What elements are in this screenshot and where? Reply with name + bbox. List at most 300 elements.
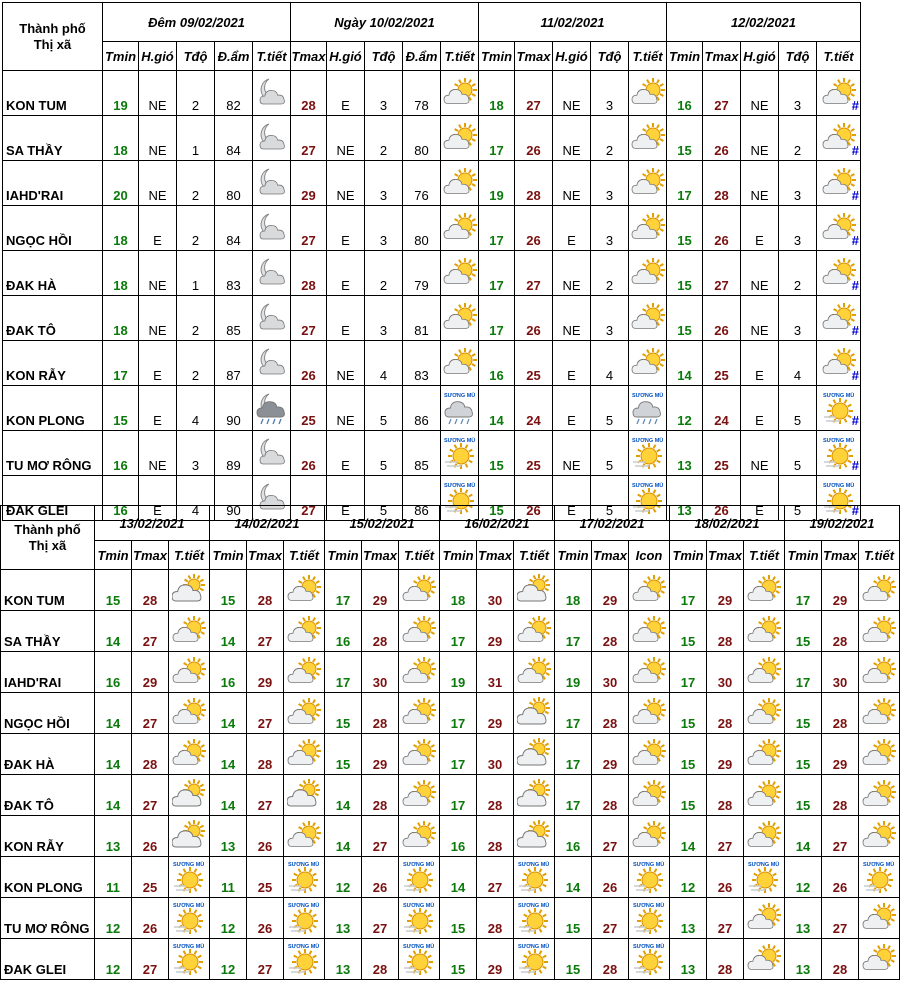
column-header: Tmin — [670, 541, 707, 570]
tmax-value: 28 — [247, 734, 284, 775]
night-cloud-icon — [253, 341, 291, 386]
data-cell: NE — [327, 116, 365, 161]
day-header: 11/02/2021 — [479, 3, 667, 42]
sun-cloud-icon — [744, 693, 785, 734]
column-header: Tđộ — [779, 42, 817, 71]
tmax-value: 30 — [592, 652, 629, 693]
data-cell: E — [139, 476, 177, 521]
svg-text:SƯƠNG MÙ: SƯƠNG MÙ — [518, 903, 550, 909]
tmin-value: 15 — [785, 611, 822, 652]
data-cell: 86 — [403, 386, 441, 431]
night-cloud-icon — [253, 251, 291, 296]
tmax-value: 29 — [477, 611, 514, 652]
cloud-sun-icon — [169, 775, 210, 816]
column-header: T.tiết — [399, 541, 440, 570]
fog-sun-icon — [514, 939, 555, 980]
sun-cloud-icon — [284, 693, 325, 734]
sun-cloud-icon — [629, 161, 667, 206]
column-header: T.tiết — [744, 541, 785, 570]
column-header: H.gió — [139, 42, 177, 71]
data-cell: NE — [139, 296, 177, 341]
data-cell: 83 — [215, 251, 253, 296]
tmin-value: 15 — [670, 775, 707, 816]
tmax-value: 28 — [707, 611, 744, 652]
tmin-value: 13 — [785, 939, 822, 980]
table-row — [3, 251, 861, 296]
column-header: T.tiết — [253, 42, 291, 71]
sun-cloud-icon — [744, 570, 785, 611]
tmax-value: 27 — [291, 296, 327, 341]
tmax-value: 28 — [362, 939, 399, 980]
tmin-value: 17 — [555, 734, 592, 775]
tmin-value: 14 — [785, 816, 822, 857]
data-cell: 2 — [177, 296, 215, 341]
tmax-value: 28 — [291, 71, 327, 116]
data-cell: E — [553, 341, 591, 386]
tmax-value: 29 — [132, 652, 169, 693]
svg-text:SƯƠNG MÙ: SƯƠNG MÙ — [631, 483, 663, 489]
sun-cloud-icon — [399, 816, 440, 857]
day-header: Đêm 09/02/2021 — [103, 3, 291, 42]
tmax-value: 31 — [477, 652, 514, 693]
data-cell: 4 — [591, 341, 629, 386]
data-cell: 4 — [177, 476, 215, 521]
data-cell: 84 — [215, 116, 253, 161]
data-cell: 86 — [403, 476, 441, 521]
tmax-value: 28 — [515, 161, 553, 206]
tmax-value: 26 — [822, 857, 859, 898]
tmax-value: 28 — [477, 775, 514, 816]
tmax-value: 28 — [592, 939, 629, 980]
data-cell: 5 — [591, 386, 629, 431]
tmax-value: 28 — [132, 570, 169, 611]
night-cloud-icon — [253, 161, 291, 206]
tmin-value: 15 — [785, 775, 822, 816]
tmin-value: 17 — [479, 206, 515, 251]
tmax-value: 28 — [592, 775, 629, 816]
column-header: Tmin — [440, 541, 477, 570]
tmin-value: 13 — [670, 939, 707, 980]
night-cloud-icon — [253, 71, 291, 116]
data-cell: NE — [741, 296, 779, 341]
tmin-value: 15 — [325, 693, 362, 734]
data-cell: 82 — [215, 71, 253, 116]
table-row — [1, 570, 900, 611]
svg-text:SƯƠNG MÙ: SƯƠNG MÙ — [748, 862, 780, 868]
svg-text:SƯƠNG MÙ: SƯƠNG MÙ — [633, 903, 665, 909]
tmax-value: 30 — [362, 652, 399, 693]
tmin-value: 17 — [670, 652, 707, 693]
hash-mark: # — [851, 323, 859, 338]
column-header: Tmin — [103, 42, 139, 71]
data-cell: 83 — [403, 341, 441, 386]
tmin-value: 17 — [555, 611, 592, 652]
data-cell: E — [327, 71, 365, 116]
sun-cloud-icon — [817, 116, 861, 161]
tmin-value: 17 — [667, 161, 703, 206]
column-header: Tmin — [325, 541, 362, 570]
tmax-value: 28 — [822, 611, 859, 652]
tmin-value: 13 — [670, 898, 707, 939]
column-header: Tđộ — [177, 42, 215, 71]
svg-text:SƯƠNG MÙ: SƯƠNG MÙ — [631, 438, 663, 444]
data-cell: NE — [741, 251, 779, 296]
data-cell: 76 — [403, 161, 441, 206]
night-rain-icon — [253, 386, 291, 431]
fog-sun-icon — [399, 857, 440, 898]
tmin-value: 15 — [210, 570, 247, 611]
fog-sun-icon — [169, 898, 210, 939]
column-header: T.tiết — [441, 42, 479, 71]
svg-text:SƯƠNG MÙ: SƯƠNG MÙ — [173, 903, 205, 909]
table-row — [1, 611, 900, 652]
sun-cloud-icon — [514, 611, 555, 652]
tmin-value: 17 — [103, 341, 139, 386]
sun-cloud-icon — [441, 116, 479, 161]
tmax-value: 26 — [291, 431, 327, 476]
column-header: Tmax — [362, 541, 399, 570]
data-cell: NE — [553, 116, 591, 161]
sun-cloud-icon — [169, 734, 210, 775]
sun-cloud-icon — [744, 939, 785, 980]
data-cell: E — [327, 296, 365, 341]
tmax-value: 28 — [291, 251, 327, 296]
tmin-value: 15 — [103, 386, 139, 431]
city-name: ĐAK GLEI — [1, 939, 95, 980]
column-header: T.tiết — [859, 541, 900, 570]
sun-cloud-icon — [399, 611, 440, 652]
svg-text:SƯƠNG MÙ: SƯƠNG MÙ — [863, 862, 895, 868]
tmin-value: 17 — [785, 570, 822, 611]
tmax-value: 25 — [703, 431, 741, 476]
tmin-value: 15 — [479, 431, 515, 476]
tmin-value: 19 — [103, 71, 139, 116]
tmin-value: 13 — [785, 898, 822, 939]
tmin-value: 15 — [440, 898, 477, 939]
hash-mark: # — [851, 98, 859, 113]
column-header: T.tiết — [169, 541, 210, 570]
data-cell: E — [553, 476, 591, 521]
tmax-value: 26 — [247, 816, 284, 857]
column-header: H.gió — [553, 42, 591, 71]
table-row — [3, 431, 861, 476]
tmax-value: 26 — [703, 116, 741, 161]
data-cell: 5 — [779, 476, 817, 521]
column-header: Tmax — [707, 541, 744, 570]
fog-sun-icon — [629, 939, 670, 980]
sun-cloud-icon — [629, 251, 667, 296]
hash-mark: # — [851, 143, 859, 158]
tmin-value: 13 — [667, 431, 703, 476]
tmax-value: 27 — [703, 71, 741, 116]
tmax-value: 28 — [477, 898, 514, 939]
tmax-value: 27 — [592, 898, 629, 939]
svg-text:SƯƠNG MÙ: SƯƠNG MÙ — [443, 393, 475, 399]
tmin-value: 15 — [555, 939, 592, 980]
tmin-value: 15 — [555, 898, 592, 939]
city-name: SA THẦY — [1, 611, 95, 652]
data-cell: NE — [327, 341, 365, 386]
table-row — [1, 816, 900, 857]
fog-sun-icon — [629, 431, 667, 476]
tmax-value: 26 — [247, 898, 284, 939]
tmax-value: 27 — [822, 898, 859, 939]
svg-text:SƯƠNG MÙ: SƯƠNG MÙ — [518, 862, 550, 868]
cloud-sun-icon — [514, 775, 555, 816]
svg-text:SƯƠNG MÙ: SƯƠNG MÙ — [443, 438, 475, 444]
sun-cloud-icon — [629, 116, 667, 161]
data-cell: 2 — [365, 251, 403, 296]
sun-cloud-icon — [859, 775, 900, 816]
tmin-value: 15 — [670, 611, 707, 652]
tmax-value: 28 — [707, 775, 744, 816]
tmin-value: 12 — [785, 857, 822, 898]
table-row — [3, 206, 861, 251]
sun-cloud-icon — [859, 652, 900, 693]
day-header: 15/02/2021 — [325, 506, 440, 541]
tmax-value: 28 — [247, 570, 284, 611]
tmax-value: 27 — [515, 251, 553, 296]
city-name: KON RẪY — [1, 816, 95, 857]
tmin-value: 17 — [440, 693, 477, 734]
data-cell: 3 — [591, 71, 629, 116]
tmin-value: 15 — [479, 476, 515, 521]
column-header: Tmax — [132, 541, 169, 570]
table-row — [3, 296, 861, 341]
data-cell: 3 — [591, 206, 629, 251]
tmin-value: 19 — [440, 652, 477, 693]
tmin-value: 14 — [210, 611, 247, 652]
data-cell: NE — [553, 431, 591, 476]
sun-cloud-icon — [859, 570, 900, 611]
sun-cloud-icon — [169, 652, 210, 693]
data-cell: E — [139, 386, 177, 431]
data-cell: E — [327, 476, 365, 521]
tmin-value: 11 — [210, 857, 247, 898]
tmin-value: 18 — [103, 206, 139, 251]
tmax-value: 28 — [822, 775, 859, 816]
column-header: T.tiết — [284, 541, 325, 570]
hash-mark: # — [851, 278, 859, 293]
city-header: Thành phố Thị xã — [1, 506, 95, 570]
data-cell: 5 — [779, 431, 817, 476]
tmin-value: 16 — [667, 71, 703, 116]
fog-sun-icon — [284, 939, 325, 980]
tmax-value: 27 — [362, 816, 399, 857]
sun-cloud-icon — [629, 206, 667, 251]
sun-cloud-icon — [629, 775, 670, 816]
sun-cloud-icon — [284, 570, 325, 611]
tmax-value: 28 — [703, 161, 741, 206]
data-cell: 2 — [779, 251, 817, 296]
tmax-value: 27 — [592, 816, 629, 857]
sun-cloud-icon — [514, 652, 555, 693]
svg-text:SƯƠNG MÙ: SƯƠNG MÙ — [633, 862, 665, 868]
data-cell: NE — [741, 161, 779, 206]
tmax-value: 24 — [515, 386, 553, 431]
tmin-value: 11 — [95, 857, 132, 898]
data-cell: NE — [139, 161, 177, 206]
column-header: Tđộ — [365, 42, 403, 71]
data-cell: 1 — [177, 116, 215, 161]
tmin-value: 17 — [479, 251, 515, 296]
sun-cloud-icon — [859, 816, 900, 857]
tmin-value: 17 — [555, 693, 592, 734]
sun-cloud-icon — [441, 296, 479, 341]
tmax-value: 26 — [707, 857, 744, 898]
data-cell: 80 — [403, 116, 441, 161]
tmin-value: 15 — [667, 296, 703, 341]
city-name: IAHD'RAI — [3, 161, 103, 206]
data-cell: 3 — [365, 296, 403, 341]
tmax-value: 24 — [703, 386, 741, 431]
tmax-value: 29 — [247, 652, 284, 693]
tmin-value: 15 — [670, 734, 707, 775]
data-cell: NE — [139, 116, 177, 161]
sun-cloud-icon — [629, 611, 670, 652]
data-cell: E — [139, 341, 177, 386]
column-header: Tmin — [210, 541, 247, 570]
fog-sun-icon — [284, 898, 325, 939]
tmax-value: 26 — [515, 116, 553, 161]
sun-cloud-icon — [817, 206, 861, 251]
column-header: Tmin — [95, 541, 132, 570]
table-row — [3, 71, 861, 116]
tmax-value: 27 — [291, 476, 327, 521]
hash-mark: # — [851, 503, 859, 518]
tmin-value: 17 — [479, 296, 515, 341]
hash-mark: # — [851, 188, 859, 203]
tmax-value: 30 — [477, 570, 514, 611]
tmin-value: 18 — [440, 570, 477, 611]
tmax-value: 25 — [247, 857, 284, 898]
tmin-value: 12 — [210, 898, 247, 939]
data-cell: E — [741, 341, 779, 386]
data-cell: E — [327, 206, 365, 251]
sun-cloud-icon — [399, 775, 440, 816]
day-header: 18/02/2021 — [670, 506, 785, 541]
data-cell: 2 — [177, 71, 215, 116]
tmax-value: 28 — [592, 611, 629, 652]
table-row — [3, 116, 861, 161]
tmax-value: 29 — [592, 570, 629, 611]
column-header: T.tiết — [629, 42, 667, 71]
sun-cloud-icon — [441, 206, 479, 251]
sun-cloud-icon — [629, 296, 667, 341]
data-cell: 78 — [403, 71, 441, 116]
city-name: ĐAK TÔ — [3, 296, 103, 341]
city-name: IAHD'RAI — [1, 652, 95, 693]
data-cell: 79 — [403, 251, 441, 296]
tmax-value: 29 — [822, 734, 859, 775]
table-row — [3, 386, 861, 431]
data-cell: NE — [553, 71, 591, 116]
data-cell: 3 — [779, 206, 817, 251]
sun-cloud-icon — [744, 652, 785, 693]
sun-cloud-icon — [399, 652, 440, 693]
column-header: Tmax — [247, 541, 284, 570]
tmax-value: 29 — [291, 161, 327, 206]
data-cell: E — [741, 386, 779, 431]
data-cell: 2 — [591, 116, 629, 161]
svg-text:SƯƠNG MÙ: SƯƠNG MÙ — [173, 944, 205, 950]
tmin-value: 14 — [95, 775, 132, 816]
data-cell: 90 — [215, 476, 253, 521]
tmin-value: 16 — [103, 431, 139, 476]
sun-cloud-icon — [859, 611, 900, 652]
city-name: KON TUM — [3, 71, 103, 116]
cloud-sun-icon — [169, 570, 210, 611]
tmin-value: 12 — [95, 939, 132, 980]
sun-cloud-icon — [859, 939, 900, 980]
column-header: Tmax — [291, 42, 327, 71]
fog-rain-icon — [629, 386, 667, 431]
sun-cloud-icon — [744, 734, 785, 775]
sun-cloud-icon — [284, 652, 325, 693]
tmax-value: 29 — [592, 734, 629, 775]
tmin-value: 15 — [325, 734, 362, 775]
table-row — [1, 734, 900, 775]
hash-mark: # — [851, 233, 859, 248]
column-header: H.gió — [741, 42, 779, 71]
sun-cloud-icon — [441, 161, 479, 206]
tmin-value: 14 — [325, 816, 362, 857]
fog-sun-icon — [744, 857, 785, 898]
data-cell: 80 — [215, 161, 253, 206]
cloud-sun-icon — [514, 734, 555, 775]
data-cell: 3 — [177, 431, 215, 476]
data-cell: NE — [553, 296, 591, 341]
fog-sun-icon — [629, 898, 670, 939]
column-header: Đ.ẩm — [403, 42, 441, 71]
sun-cloud-icon — [859, 898, 900, 939]
data-cell: NE — [139, 431, 177, 476]
tmax-value: 25 — [515, 431, 553, 476]
data-cell: 80 — [403, 206, 441, 251]
city-name: SA THẦY — [3, 116, 103, 161]
data-cell: 3 — [779, 71, 817, 116]
fog-sun-icon — [399, 939, 440, 980]
data-cell: 3 — [779, 161, 817, 206]
fog-sun-icon — [169, 939, 210, 980]
sun-cloud-icon — [744, 816, 785, 857]
sun-cloud-icon — [399, 693, 440, 734]
data-cell: 2 — [177, 341, 215, 386]
tmin-value: 17 — [479, 116, 515, 161]
sun-cloud-icon — [629, 71, 667, 116]
hash-mark: # — [851, 413, 859, 428]
data-cell: E — [327, 251, 365, 296]
sun-cloud-icon — [399, 570, 440, 611]
sun-cloud-icon — [629, 341, 667, 386]
forecast-table-1 — [2, 2, 861, 521]
fog-sun-icon — [399, 898, 440, 939]
column-header: Tmin — [479, 42, 515, 71]
data-cell: 2 — [177, 161, 215, 206]
city-name: ĐAK GLEI — [3, 476, 103, 521]
tmin-value: 20 — [103, 161, 139, 206]
tmin-value: 12 — [667, 386, 703, 431]
night-cloud-icon — [253, 296, 291, 341]
tmin-value: 15 — [95, 570, 132, 611]
tmax-value: 28 — [362, 775, 399, 816]
fog-sun-icon — [284, 857, 325, 898]
sun-cloud-icon — [169, 611, 210, 652]
data-cell: 84 — [215, 206, 253, 251]
sun-cloud-icon — [859, 693, 900, 734]
tmax-value: 28 — [362, 693, 399, 734]
forecast-table-2 — [0, 505, 900, 980]
